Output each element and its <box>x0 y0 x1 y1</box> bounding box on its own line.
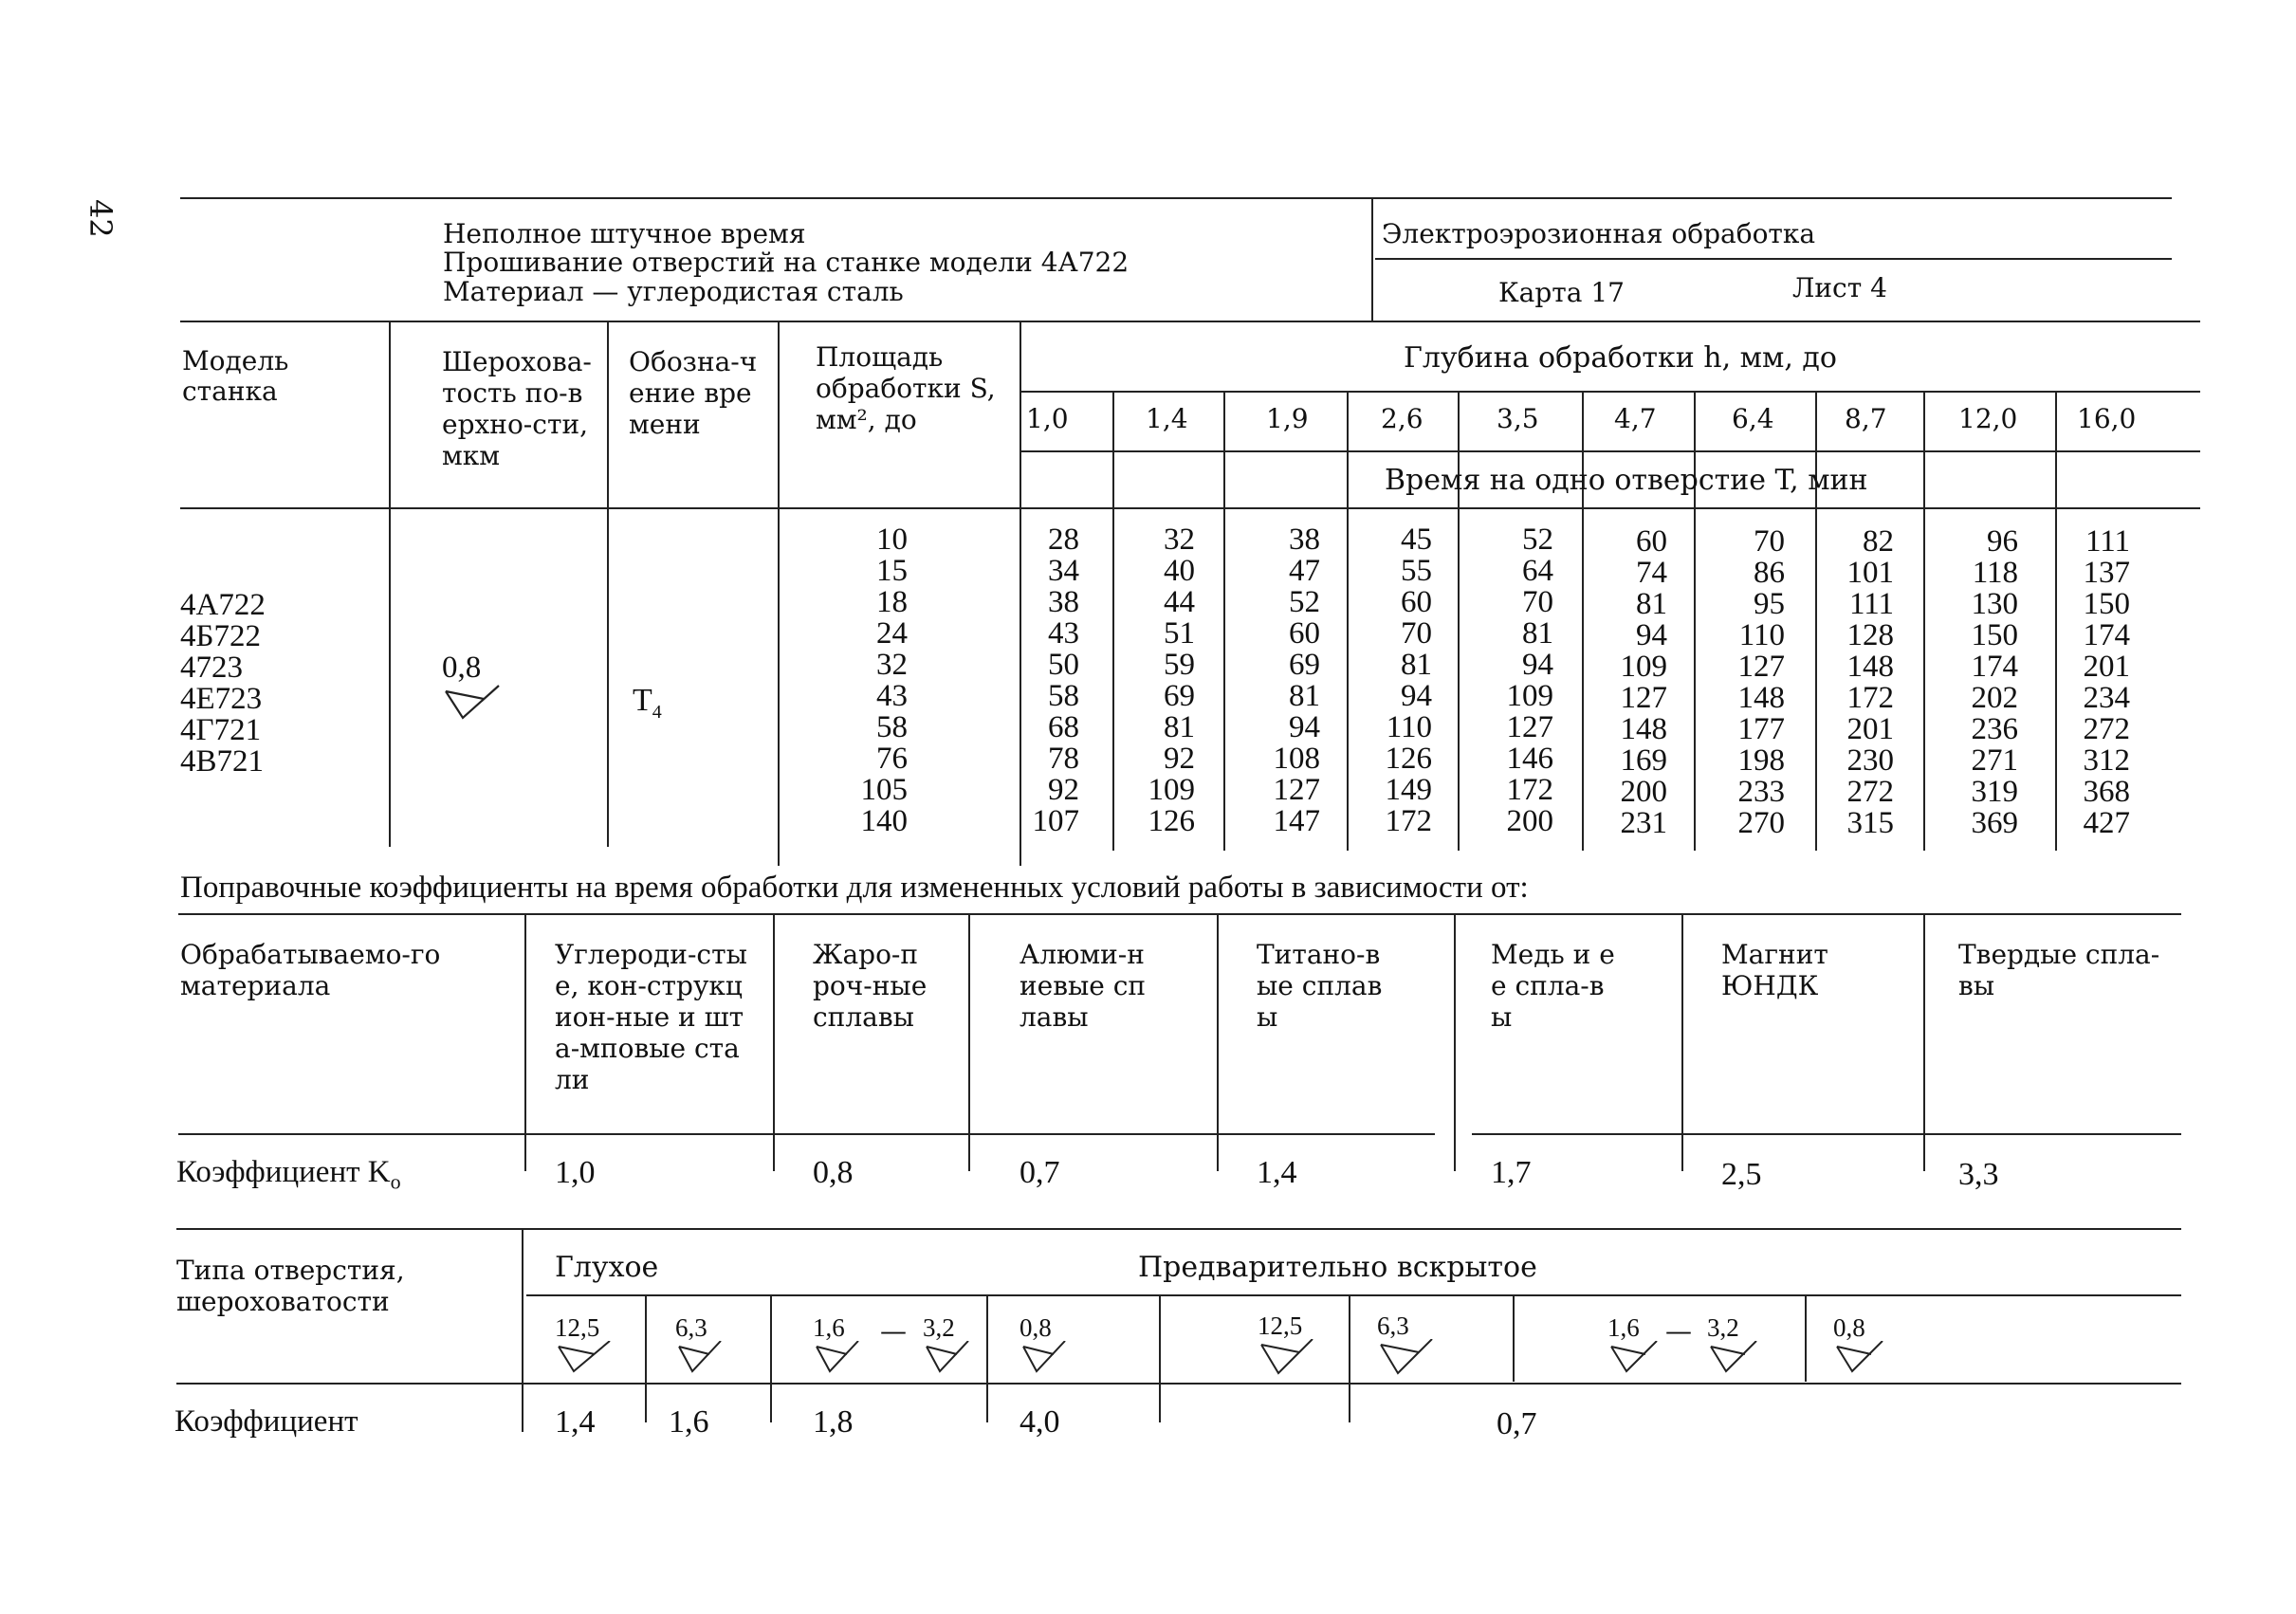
roughness-value: 12,5 <box>1258 1311 1303 1340</box>
depth-value: 4,7 <box>1614 403 1657 434</box>
material-name: Алюми-ниевые сплавы <box>1019 939 1147 1033</box>
depth-value: 8,7 <box>1845 403 1887 434</box>
material-coef-label <box>176 1157 401 1193</box>
roughness-value: 6,3 <box>1377 1311 1409 1340</box>
material-coef: 0,8 <box>813 1155 854 1190</box>
hole-roughness-symbol <box>923 1315 972 1375</box>
hole-coef: 4,0 <box>1019 1404 1060 1440</box>
material-name: Твердые спла-вы <box>1958 939 2160 1001</box>
time-column <box>1491 524 1553 837</box>
material-row-label: Обрабатываемо-го материала <box>180 939 441 1001</box>
time-column <box>1134 524 1195 837</box>
time-cell: 52 <box>1289 585 1320 619</box>
roughness-value: 3,2 <box>1707 1313 1739 1342</box>
roughness-value: 0,8 <box>1019 1313 1052 1342</box>
time-cell: 137 <box>2083 556 2130 590</box>
time-cell: 43 <box>1048 616 1079 651</box>
time-cell: 127 <box>1620 681 1667 715</box>
hole-col-rule <box>986 1294 988 1422</box>
area-item: 32 <box>876 648 908 682</box>
time-cell: 201 <box>2083 650 2130 684</box>
time-cell: 109 <box>1506 679 1553 713</box>
depth-value: 12,0 <box>1958 403 2018 434</box>
depth-row-top-rule <box>1021 391 2200 393</box>
hole-table-top-rule <box>176 1228 2181 1230</box>
hole-col-rule <box>1159 1294 1161 1422</box>
coef-label-subscript: о <box>390 1169 401 1194</box>
col-rule-2 <box>607 321 609 847</box>
time-cell: 81 <box>1522 616 1553 651</box>
time-cell: 59 <box>1164 648 1195 682</box>
col-rule-5 <box>1112 391 1114 851</box>
depth-value: 6,4 <box>1732 403 1774 434</box>
time-cell: 368 <box>2083 775 2130 809</box>
time-column <box>1959 526 2018 839</box>
depth-value: 2,6 <box>1381 403 1424 434</box>
time-cell: 271 <box>1971 743 2018 778</box>
area-item: 43 <box>876 679 908 713</box>
col-rule-9 <box>1582 391 1584 851</box>
time-cell: 94 <box>1289 710 1320 744</box>
time-cell: 81 <box>1164 710 1195 744</box>
time-cell: 149 <box>1385 773 1432 807</box>
header-top-rule <box>180 197 2172 199</box>
hole-coef-label: Коэффициент <box>174 1404 358 1439</box>
time-cell: 369 <box>1971 806 2018 840</box>
time-cell: 126 <box>1385 742 1432 776</box>
roughness-value: 1,6 <box>1607 1313 1640 1342</box>
time-cell: 94 <box>1636 618 1667 652</box>
time-cell: 74 <box>1636 556 1667 590</box>
time-cell: 70 <box>1401 616 1432 651</box>
model-list <box>180 590 266 778</box>
time-cell: 69 <box>1289 648 1320 682</box>
time-cell: 231 <box>1620 806 1667 840</box>
hole-roughness-symbol <box>1019 1315 1069 1375</box>
pre-opened-label: Предварительно вскрытое <box>1138 1251 1537 1284</box>
time-cell: 118 <box>1972 556 2018 590</box>
col-rule-10 <box>1694 391 1696 851</box>
time-column <box>1724 526 1785 839</box>
header-category: Электроэрозионная обработка <box>1382 218 1816 249</box>
roughness-check-icon <box>555 1341 614 1375</box>
model-item: 4В721 <box>180 744 265 779</box>
header-divider <box>1371 197 1373 321</box>
depth-header: Глубина обработки h, мм, до <box>1404 341 1837 375</box>
roughness-check-icon <box>813 1341 862 1375</box>
time-column <box>2069 526 2130 839</box>
header-sub-rule <box>1375 258 2172 260</box>
time-cell: 108 <box>1273 742 1320 776</box>
col-rule-11 <box>1815 391 1817 851</box>
time-cell: 201 <box>1846 712 1894 746</box>
time-cell: 319 <box>1971 775 2018 809</box>
time-cell: 69 <box>1164 679 1195 713</box>
time-column <box>1261 524 1320 837</box>
time-cell: 146 <box>1506 742 1553 776</box>
mat-col-rule <box>524 913 526 1171</box>
area-list <box>816 524 908 837</box>
coef-label-text: Коэффициент K <box>176 1155 391 1189</box>
time-cell: 94 <box>1401 679 1432 713</box>
hole-col-rule <box>770 1294 772 1422</box>
col-area-header: Площадь обработки S, мм², до <box>816 341 996 435</box>
depth-value: 3,5 <box>1497 403 1539 434</box>
main-header-bottom-rule <box>180 507 2200 509</box>
time-cell: 148 <box>1620 712 1667 746</box>
roughness-check-icon <box>1607 1341 1661 1375</box>
time-cell: 315 <box>1846 806 1894 840</box>
time-cell: 111 <box>1848 587 1894 621</box>
time-cell: 177 <box>1737 712 1785 746</box>
roughness-check-icon <box>675 1341 725 1375</box>
col-rule-3 <box>778 321 780 866</box>
time-cell: 107 <box>1032 804 1079 838</box>
time-cell: 200 <box>1506 804 1553 838</box>
hole-col-rule <box>1513 1294 1515 1382</box>
time-cell: 94 <box>1522 648 1553 682</box>
main-table-top-rule <box>180 321 2200 322</box>
time-cell: 147 <box>1273 804 1320 838</box>
time-cell: 172 <box>1385 804 1432 838</box>
time-cell: 55 <box>1401 554 1432 588</box>
time-cell: 45 <box>1401 523 1432 557</box>
page-number: 42 <box>83 199 119 238</box>
time-cell: 60 <box>1636 524 1667 559</box>
time-cell: 44 <box>1164 585 1195 619</box>
material-table-top-rule <box>178 913 2181 915</box>
time-cell: 60 <box>1401 585 1432 619</box>
time-cell: 150 <box>2083 587 2130 621</box>
time-cell: 234 <box>2083 681 2130 715</box>
hole-roughness-symbol <box>1707 1315 1760 1375</box>
time-cell: 70 <box>1754 524 1785 559</box>
time-cell: 312 <box>2083 743 2130 778</box>
roughness-check-icon <box>1019 1341 1069 1375</box>
header-title-line-3: Материал — углеродистая сталь <box>443 276 904 307</box>
time-cell: 95 <box>1754 587 1785 621</box>
roughness-value: 6,3 <box>675 1313 707 1342</box>
time-cell: 109 <box>1148 773 1195 807</box>
header-title-line-2: Прошивание отверстий на станке модели 4А722 <box>443 247 1130 278</box>
time-cell: 233 <box>1737 775 1785 809</box>
material-name: Углероди-стые, кон-струкцион-ные и шта-мповые стали <box>555 939 747 1095</box>
hole-row-rule <box>176 1383 2181 1385</box>
hole-coef: 1,8 <box>813 1404 854 1440</box>
header-card: Карта 17 <box>1498 277 1625 308</box>
time-cell: 236 <box>1971 712 2018 746</box>
time-cell: 81 <box>1401 648 1432 682</box>
hole-col-rule <box>1805 1294 1807 1382</box>
material-coef: 3,3 <box>1958 1157 1999 1192</box>
model-item: 4723 <box>180 651 243 685</box>
time-cell: 52 <box>1522 523 1553 557</box>
mat-col-rule <box>1923 913 1925 1171</box>
time-cell: 82 <box>1863 524 1894 559</box>
col-rule-13 <box>2055 391 2057 851</box>
time-cell: 111 <box>2085 524 2130 559</box>
mat-col-rule <box>968 913 970 1171</box>
roughness-check-icon <box>442 684 503 722</box>
hole-roughness-symbol <box>813 1315 862 1375</box>
hole-roughness-symbol <box>1833 1315 1886 1375</box>
model-item: 4А722 <box>180 588 266 622</box>
time-cell: 60 <box>1289 616 1320 651</box>
time-cell: 38 <box>1289 523 1320 557</box>
material-name: Магнит ЮНДК <box>1721 939 1828 1001</box>
depth-value: 16,0 <box>2077 403 2137 434</box>
depth-value: 1,4 <box>1146 403 1188 434</box>
header-title-line-1: Неполное штучное время <box>443 218 806 249</box>
roughness-value: 1,6 <box>813 1313 845 1342</box>
time-cell: 172 <box>1506 773 1553 807</box>
roughness-check-icon <box>1258 1339 1316 1377</box>
time-cell: 96 <box>1987 524 2018 559</box>
hole-col-rule <box>645 1294 647 1422</box>
designation-subscript: 4 <box>652 701 662 723</box>
time-cell: 86 <box>1754 556 1785 590</box>
time-cell: 272 <box>1846 775 1894 809</box>
time-cell: 78 <box>1048 742 1079 776</box>
time-cell: 202 <box>1971 681 2018 715</box>
time-cell: 127 <box>1273 773 1320 807</box>
time-cell: 126 <box>1148 804 1195 838</box>
model-item: 4Е723 <box>180 682 263 716</box>
model-item: 4Б722 <box>180 619 261 653</box>
time-cell: 148 <box>1737 681 1785 715</box>
hole-roughness-symbol <box>1258 1313 1316 1377</box>
hole-coef: 1,6 <box>669 1404 709 1440</box>
col-rule-1 <box>389 321 391 847</box>
hole-roughness-symbol <box>1377 1313 1436 1377</box>
time-cell: 270 <box>1737 806 1785 840</box>
material-coef: 1,4 <box>1257 1155 1297 1190</box>
area-item: 18 <box>876 585 908 619</box>
time-cell: 81 <box>1289 679 1320 713</box>
col-rule-8 <box>1458 391 1460 851</box>
hole-roughness-symbol <box>1607 1315 1661 1375</box>
time-cell: 51 <box>1164 616 1195 651</box>
time-cell: 38 <box>1048 585 1079 619</box>
roughness-value: 0,8 <box>442 651 482 685</box>
material-coef: 0,7 <box>1019 1155 1060 1190</box>
time-cell: 174 <box>1971 650 2018 684</box>
time-cell: 198 <box>1737 743 1785 778</box>
hole-coef: 1,4 <box>555 1404 596 1440</box>
area-item: 15 <box>876 554 908 588</box>
time-cell: 148 <box>1846 650 1894 684</box>
depth-row-bottom-rule <box>1021 450 2200 452</box>
time-cell: 47 <box>1289 554 1320 588</box>
time-cell: 110 <box>1738 618 1785 652</box>
material-row-rule-right <box>1472 1133 2181 1135</box>
hole-row-label: Типа отверстия, шероховатости <box>176 1255 405 1317</box>
col-rule-4 <box>1019 321 1021 866</box>
depth-value: 1,0 <box>1026 403 1069 434</box>
time-column <box>1612 526 1667 839</box>
roughness-check-icon <box>1707 1341 1760 1375</box>
hole-col-rule <box>1349 1294 1350 1422</box>
time-cell: 101 <box>1846 556 1894 590</box>
range-dash: — <box>1665 1315 1692 1347</box>
mat-col-rule <box>773 913 775 1171</box>
area-item: 58 <box>876 710 908 744</box>
time-cell: 40 <box>1164 554 1195 588</box>
area-item: 76 <box>876 742 908 776</box>
col-rule-6 <box>1223 391 1225 851</box>
time-column <box>1835 526 1894 839</box>
header-sheet: Лист 4 <box>1792 272 1887 303</box>
roughness-symbol <box>442 652 503 722</box>
designation-letter: T <box>633 683 652 718</box>
time-header: Время на одно отверстие T, мин <box>1385 464 1868 497</box>
time-cell: 70 <box>1522 585 1553 619</box>
time-cell: 92 <box>1048 773 1079 807</box>
col-designation-header: Обозна-чение времени <box>629 346 758 440</box>
material-coef: 2,5 <box>1721 1157 1762 1192</box>
time-cell: 172 <box>1846 681 1894 715</box>
area-item: 24 <box>876 616 908 651</box>
col-rule-7 <box>1347 391 1349 851</box>
roughness-value: 3,2 <box>923 1313 955 1342</box>
roughness-check-icon <box>1833 1341 1886 1375</box>
roughness-check-icon <box>923 1341 972 1375</box>
time-cell: 109 <box>1620 650 1667 684</box>
time-cell: 32 <box>1164 523 1195 557</box>
time-cell: 68 <box>1048 710 1079 744</box>
time-cell: 110 <box>1386 710 1432 744</box>
time-cell: 34 <box>1048 554 1079 588</box>
time-cell: 127 <box>1737 650 1785 684</box>
time-cell: 92 <box>1164 742 1195 776</box>
time-cell: 174 <box>2083 618 2130 652</box>
col-rule-12 <box>1923 391 1925 851</box>
area-item: 140 <box>860 804 908 838</box>
roughness-value: 12,5 <box>555 1313 600 1342</box>
roughness-value: 0,8 <box>1833 1313 1865 1342</box>
material-name: Медь и ее спла-вы <box>1491 939 1615 1033</box>
time-cell: 130 <box>1971 587 2018 621</box>
material-coef: 1,0 <box>555 1155 596 1190</box>
depth-value: 1,9 <box>1266 403 1309 434</box>
material-coef: 1,7 <box>1491 1155 1532 1190</box>
time-cell: 50 <box>1048 648 1079 682</box>
col-roughness-header: Шерохова-тость по-верхно-сти, мкм <box>442 346 592 471</box>
time-cell: 200 <box>1620 775 1667 809</box>
area-item: 10 <box>876 523 908 557</box>
time-cell: 169 <box>1620 743 1667 778</box>
time-designation <box>633 685 662 722</box>
col-model-header: Модель станка <box>182 345 289 407</box>
material-name: Жаро-проч-ные сплавы <box>813 939 928 1033</box>
mat-col-rule <box>1681 913 1683 1171</box>
roughness-check-icon <box>1377 1339 1436 1377</box>
time-cell: 150 <box>1971 618 2018 652</box>
time-column <box>1373 524 1432 837</box>
time-cell: 81 <box>1636 587 1667 621</box>
range-dash: — <box>880 1315 907 1347</box>
time-cell: 128 <box>1846 618 1894 652</box>
mat-col-rule <box>1217 913 1219 1171</box>
time-cell: 427 <box>2083 806 2130 840</box>
material-name: Титано-вые сплавы <box>1257 939 1383 1033</box>
time-cell: 230 <box>1846 743 1894 778</box>
hole-col-rule <box>522 1228 523 1432</box>
time-cell: 28 <box>1048 523 1079 557</box>
material-row-rule-left <box>178 1133 1435 1135</box>
hole-roughness-symbol <box>555 1315 614 1375</box>
time-column <box>1022 524 1079 837</box>
hole-sub-rule <box>526 1294 2181 1296</box>
time-cell: 272 <box>2083 712 2130 746</box>
hole-coef: 0,7 <box>1497 1406 1537 1441</box>
time-cell: 58 <box>1048 679 1079 713</box>
corrections-title: Поправочные коэффициенты на время обработки для измененных условий работы в зависимости от: <box>180 871 1529 905</box>
time-cell: 127 <box>1506 710 1553 744</box>
area-item: 105 <box>860 773 908 807</box>
model-item: 4Г721 <box>180 713 262 747</box>
mat-col-rule <box>1454 913 1456 1171</box>
hole-roughness-symbol <box>675 1315 725 1375</box>
time-cell: 64 <box>1522 554 1553 588</box>
blind-label: Глухое <box>555 1251 659 1284</box>
